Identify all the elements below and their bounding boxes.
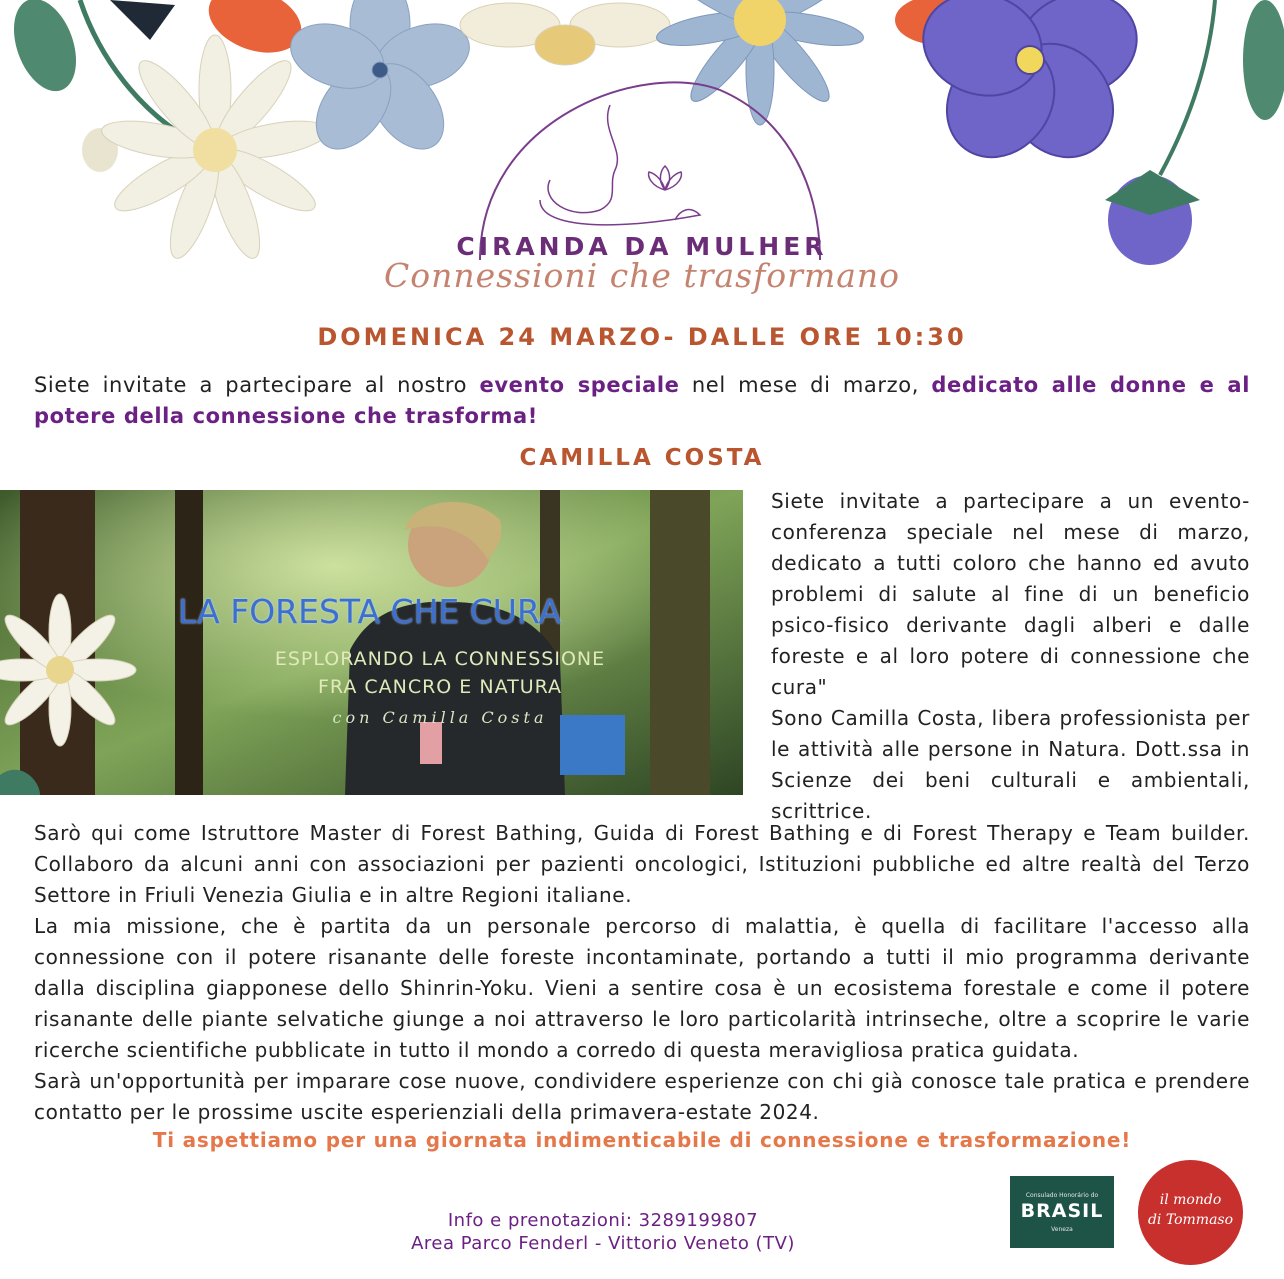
- photo-subtitle-line2: FRA CANCRO E NATURA: [317, 676, 563, 698]
- brasil-logo-main: BRASIL: [1020, 1200, 1104, 1222]
- closing-line: Ti aspettiamo per una giornata indimenticabile di connessione e trasformazione!: [152, 1128, 1132, 1152]
- body-paragraph-role: Sarò qui come Istruttore Master di Forest Bathing, Guida di Forest Bathing e di Forest Therapy e Team builder. Collaboro da alcuni anni con associazioni per pazienti oncologici, Istituzioni pubbliche ed altre realtà del Terzo Settore in Friuli Venezia Giulia e in altre Regioni italiane.: [34, 821, 1250, 907]
- brand-name: CIRANDA DA MULHER: [456, 232, 828, 261]
- brasil-logo-top: Consulado Honorário do: [1025, 1192, 1099, 1199]
- mondo-logo-line2: di Tommaso: [1147, 1212, 1234, 1228]
- body-paragraph-mission: La mia missione, che è partita da un personale percorso di malattia, è quella di facilitare l'accesso alla connessione con il potere risanante delle foreste incontaminate, portando a tutti il mio programma derivante dalla disciplina giapponese dello Shinrin-Yoku. Vieni a sentire cosa è un ecosistema forestale e come il potere risanante delle piante selvatiche giunge a noi attraverso le loro particolarità intrinseche, oltre a scoprire le varie ricerche scientifiche pubblicate in tutto il mondo a corredo di questa meravigliosa pratica guidata.: [34, 914, 1250, 1062]
- body-text: [34, 818, 1250, 1128]
- photo-byline: con Camilla Costa: [332, 708, 548, 727]
- intro-highlight-dedication: dedicato alle donne e al potere della connessione che trasforma!: [34, 373, 1250, 428]
- mondo-logo-line1: il mondo: [1159, 1192, 1222, 1208]
- brasil-logo-bottom: Veneza: [1051, 1226, 1073, 1233]
- event-date: DOMENICA 24 MARZO- DALLE ORE 10:30: [317, 323, 967, 351]
- forest-photo: [0, 490, 743, 795]
- side-paragraph-event: Siete invitate a partecipare a un evento-conferenza speciale nel mese di marzo, dedicato a tutti coloro che hanno ed avuto problemi di salute al fine di un beneficio psico-fisico derivante dagli alberi e dalle foreste e al loro potere di connessione che cura": [771, 489, 1250, 699]
- side-description: [771, 486, 1250, 827]
- location-info: Area Parco Fenderl - Vittorio Veneto (TV): [411, 1233, 795, 1254]
- intro-text: nel mese di marzo,: [679, 373, 932, 397]
- speaker-name: CAMILLA COSTA: [519, 445, 765, 471]
- intro-paragraph: [34, 370, 1250, 432]
- intro-highlight-special-event: evento speciale: [479, 373, 680, 397]
- brasil-consulate-logo: [1010, 1176, 1114, 1248]
- mondo-di-tommaso-logo: [1138, 1160, 1243, 1265]
- photo-title: LA FORESTA CHE CURA: [178, 592, 562, 631]
- intro-text: Siete invitate a partecipare al nostro: [34, 373, 480, 397]
- contact-info: Info e prenotazioni: 3289199807: [447, 1210, 759, 1231]
- photo-subtitle-line1: ESPLORANDO LA CONNESSIONE: [274, 648, 606, 670]
- brand-tagline: Connessioni che trasformano: [383, 256, 901, 295]
- body-paragraph-opportunity: Sarà un'opportunità per imparare cose nuove, condividere esperienze con chi già conosce tale pratica e prendere contatto per le prossime uscite esperienziali della primavera-estate 2024.: [34, 1069, 1250, 1124]
- side-paragraph-bio: Sono Camilla Costa, libera professionista per le attività alle persone in Natura. Dott.ssa in Scienze dei beni culturali e ambientali, scrittrice.: [771, 706, 1250, 823]
